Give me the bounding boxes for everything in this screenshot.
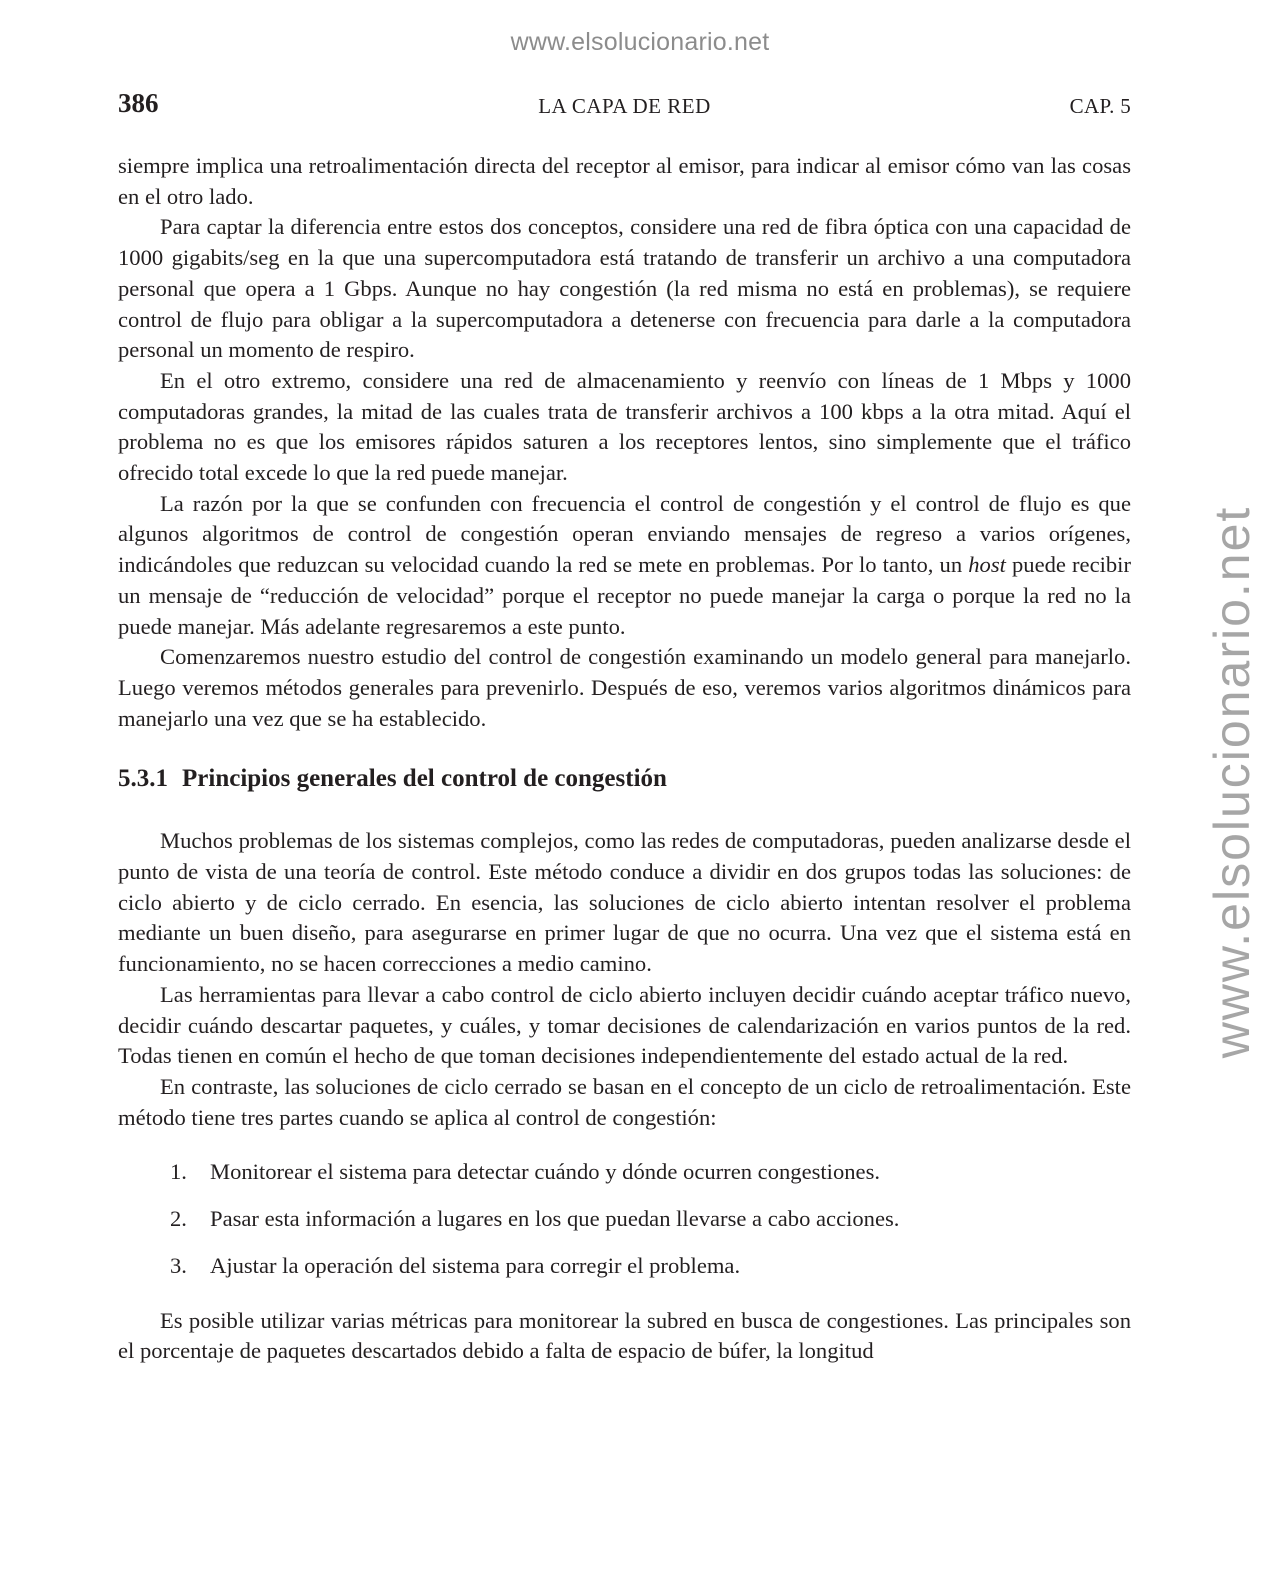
host-term: host: [968, 552, 1006, 578]
section-heading: [118, 762, 1131, 796]
list-item-text: Pasar esta información a lugares en los que puedan llevarse a cabo acciones.: [210, 1206, 900, 1232]
paragraph-outline: Comenzaremos nuestro estudio del control de congestión examinando un modelo general para manejarlo. Luego veremos métodos generales para prevenirlo. Después de eso, veremos varios algoritmos dinámicos para manejarlo una vez que se ha establecido.: [118, 644, 1131, 731]
closed-loop-steps: [118, 1157, 1131, 1281]
list-item-number: 2.: [170, 1206, 187, 1232]
paragraph-confusion: [118, 489, 1131, 643]
paragraph-metrics: Es posible utilizar varias métricas para monitorear la subred en busca de congestiones. Las principales son el porcentaje de paquetes descartados debido a falta de espacio de búfer, la longitud: [118, 1307, 1131, 1364]
list-item-number: 3.: [170, 1252, 187, 1278]
paragraph-confusion-part2: puede recibir un mensaje de “reducción de velocidad” porque el receptor no puede manejar la carga o porque la red no la puede manejar. Más adelante regresaremos a este punto.: [118, 552, 1131, 639]
chapter-reference: CAP. 5: [1069, 94, 1131, 118]
paragraph-closed-loop: En contraste, las soluciones de ciclo cerrado se basan en el concepto de un ciclo de retroalimentación. Este método tiene tres partes cuando se aplica al control de congestión:: [118, 1073, 1131, 1130]
list-item: [118, 1251, 1131, 1282]
list-item: [118, 1157, 1131, 1188]
paragraph-open-loop-tools: Las herramientas para llevar a cabo control de ciclo abierto incluyen decidir cuándo aceptar tráfico nuevo, decidir cuándo descartar paquetes, y cuáles, y tomar decisiones de calendarización en varios puntos de la red. Todas tienen en común el hecho de que toman decisiones independientemente del estado actual de la red.: [118, 981, 1131, 1069]
chapter-title: LA CAPA DE RED: [538, 94, 711, 118]
watermark-top: www.elsolucionario.net: [510, 28, 770, 56]
paragraph-control-theory: Muchos problemas de los sistemas complejos, como las redes de computadoras, pueden analizarse desde el punto de vista de una teoría de control. Este método conduce a dividir en dos grupos todas las soluciones: de ciclo abierto y de ciclo cerrado. En esencia, las soluciones de ciclo abierto intentan resolver el problema mediante un buen diseño, para asegurarse en primer lugar de que no ocurra. Una vez que el sistema está en funcionamiento, no se hacen correcciones a medio camino.: [118, 828, 1131, 977]
section-title: Principios generales del control de congestión: [182, 765, 667, 793]
page-number: 386: [118, 88, 159, 118]
list-item-number: 1.: [170, 1159, 187, 1185]
list-item: [118, 1204, 1131, 1235]
paragraph-fiber-example: Para captar la diferencia entre estos dos conceptos, considere una red de fibra óptica con una capacidad de 1000 gigabits/seg en la que una supercomputadora está tratando de transferir un archivo a una computadora personal que opera a 1 Gbps. Aunque no hay congestión (la red misma no está en problemas), se requiere control de flujo para obligar a la supercomputadora a detenerse con frecuencia para darle a la computadora personal un momento de respiro.: [118, 214, 1131, 363]
paragraph-confusion-part1: La razón por la que se confunden con frecuencia el control de congestión y el control de flujo es que algunos algoritmos de control de congestión operan enviando mensajes de regreso a varios orígenes, indicándoles que reduzcan su velocidad cuando la red se mete en problemas. Por lo tanto, un: [118, 490, 1131, 578]
page-body: [118, 151, 1131, 1367]
list-item-text: Monitorear el sistema para detectar cuándo y dónde ocurren congestiones.: [210, 1159, 881, 1185]
running-header: [118, 88, 1131, 122]
section-number: 5.3.1: [118, 765, 168, 793]
list-item-text: Ajustar la operación del sistema para corregir el problema.: [210, 1252, 741, 1278]
watermark-side: www.elsolucionario.net: [1204, 505, 1260, 1059]
paragraph-continuation: siempre implica una retroalimentación directa del receptor al emisor, para indicar al emisor cómo van las cosas en el otro lado.: [118, 153, 1131, 209]
paragraph-store-forward-example: En el otro extremo, considere una red de almacenamiento y reenvío con líneas de 1 Mbps y 1000 computadoras grandes, la mitad de las cuales trata de transferir archivos a 100 kbps a la otra mitad. Aquí el problema no es que los emisores rápidos saturen a los receptores lentos, sino simplemente que el tráfico ofrecido total excede lo que la red puede manejar.: [118, 367, 1131, 486]
